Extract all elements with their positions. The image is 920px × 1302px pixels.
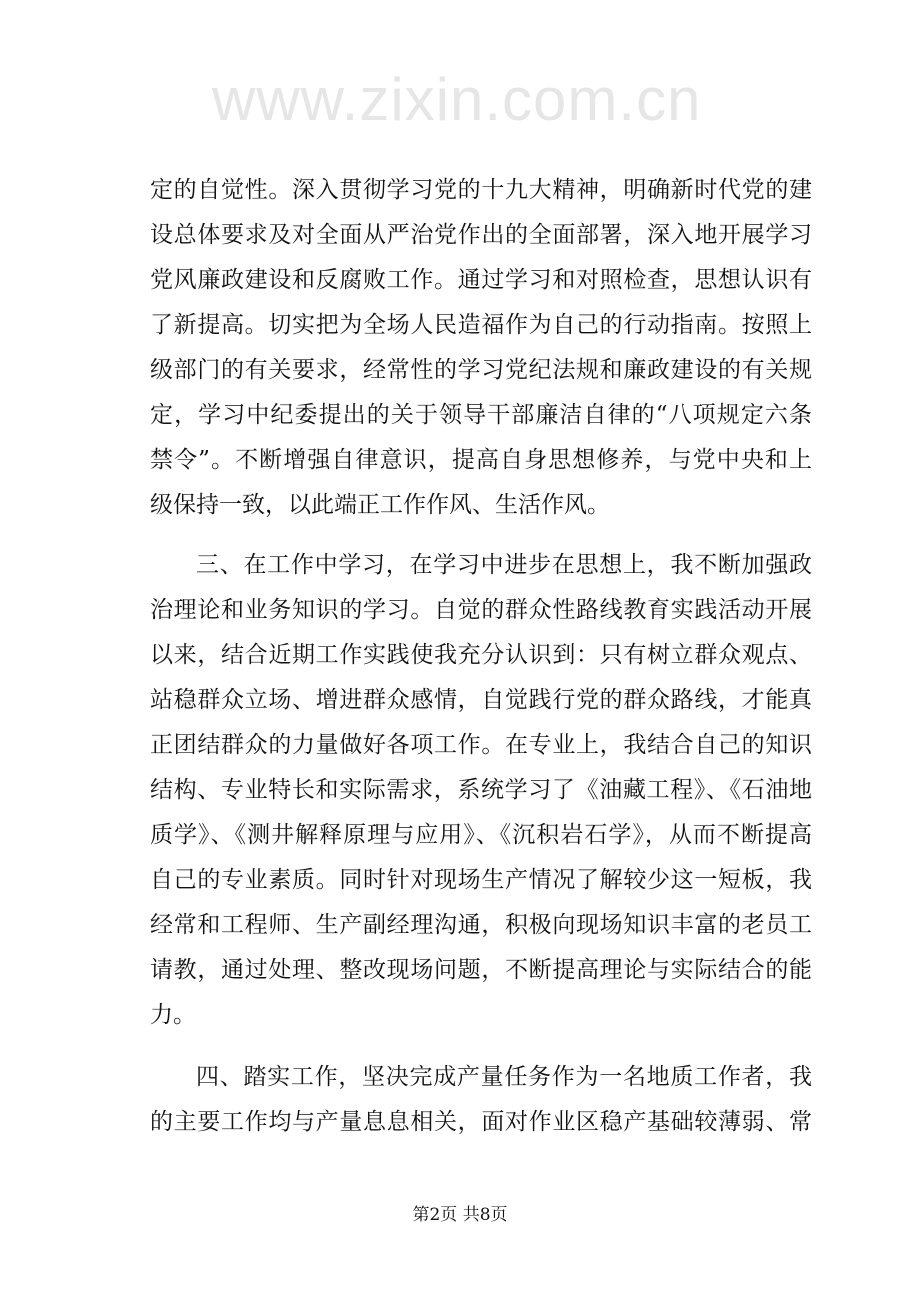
text-line: 正团结群众的力量做好各项工作。在专业上，我结合自己的知识	[150, 732, 812, 758]
text-line: 定的自觉性。深入贯彻学习党的十九大精神，明确新时代党的建	[150, 177, 812, 203]
text-line: 力。	[150, 1002, 196, 1028]
text-line: 党风廉政建设和反腐败工作。通过学习和对照检查，思想认识有	[150, 267, 812, 293]
text-line: 设总体要求及对全面从严治党作出的全面部署，深入地开展学习	[150, 222, 812, 248]
text-line: 自己的专业素质。同时针对现场生产情况了解较少这一短板，我	[150, 867, 812, 893]
text-line: 请教，通过处理、整改现场问题，不断提高理论与实际结合的能	[150, 957, 812, 983]
text-line: 禁令”。不断增强自律意识，提高自身思想修养，与党中央和上	[150, 447, 812, 473]
text-line: 质学》、《测井解释原理与应用》、《沉积岩石学》，从而不断提高	[150, 822, 812, 848]
text-line: 四、踏实工作，坚决完成产量任务作为一名地质工作者，我	[196, 1064, 812, 1090]
text-line: 站稳群众立场、增进群众感情，自觉践行党的群众路线，才能真	[150, 687, 812, 713]
page-footer: 第2页 共8页	[412, 1205, 508, 1225]
text-line: 结构、专业特长和实际需求，系统学习了《油藏工程》、《石油地	[150, 777, 812, 803]
text-line: 治理论和业务知识的学习。自觉的群众性路线教育实践活动开展	[150, 597, 812, 623]
watermark: www.zixin.com.cn	[212, 66, 702, 133]
text-line: 三、在工作中学习，在学习中进步在思想上，我不断加强政	[196, 552, 812, 578]
text-line: 的主要工作均与产量息息相关，面对作业区稳产基础较薄弱、常	[150, 1109, 812, 1135]
text-line: 级保持一致，以此端正工作作风、生活作风。	[150, 492, 610, 518]
text-line: 级部门的有关要求，经常性的学习党纪法规和廉政建设的有关规	[150, 357, 812, 383]
text-line: 定，学习中纪委提出的关于领导干部廉洁自律的“八项规定六条	[150, 402, 812, 428]
text-line: 经常和工程师、生产副经理沟通，积极向现场知识丰富的老员工	[150, 912, 812, 938]
text-line: 以来，结合近期工作实践使我充分认识到：只有树立群众观点、	[150, 642, 812, 668]
text-line: 了新提高。切实把为全场人民造福作为自己的行动指南。按照上	[150, 312, 812, 338]
